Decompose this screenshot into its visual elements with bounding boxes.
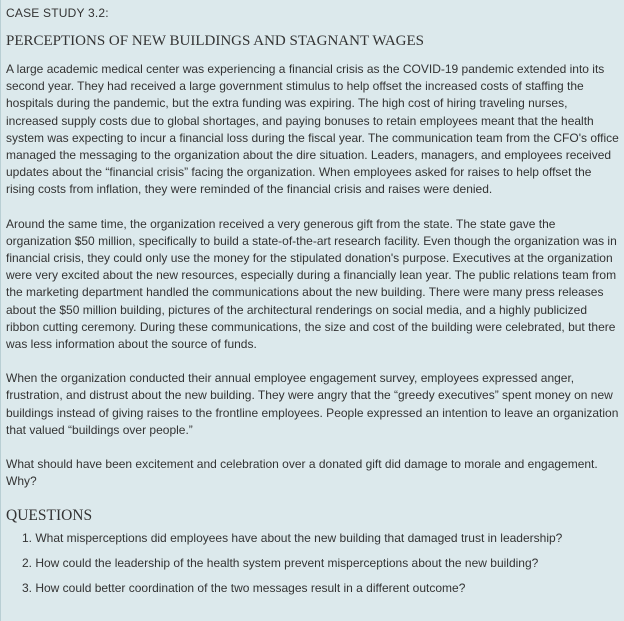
questions-list <box>6 531 620 596</box>
question-item: 3. How could better coordination of the two messages result in a different outcome? <box>22 581 466 596</box>
case-study-paragraph-2: Around the same time, the organization received a very generous gift from the state. The state gave the organization $50 million, specifically to build a state-of-the-art research facility. Even though the organization was in financial crisis, they could only use the money for the stipulated donation's purpose. Executives at the organization were very excited about the new resources, especially during a financially lean year. The public relations team from the marketing department handled the communications about the new building. There were many press releases about the $50 million building, pictures of the architectural renderings on social media, and a highly publicized ribbon cutting ceremony. During these communications, the size and cost of the building were celebrated, but there was less information about the source of funds. <box>6 216 617 352</box>
question-item: 2. How could the leadership of the health system prevent misperceptions about the new building? <box>22 556 539 571</box>
case-study-title: PERCEPTIONS OF NEW BUILDINGS AND STAGNANT WAGES <box>6 33 424 49</box>
case-study-paragraph-3: When the organization conducted their annual employee engagement survey, employees expressed anger, frustration, and distrust about the new building. They were angry that the “greedy executives” spent money on new buildings instead of giving raises to the frontline employees. People expressed an intention to leave an organization that valued “buildings over people.” <box>6 371 619 437</box>
questions-heading: QUESTIONS <box>6 507 93 525</box>
case-study-label: CASE STUDY 3.2: <box>6 6 109 20</box>
question-item: 1. What misperceptions did employees have about the new building that damaged trust in leadership? <box>22 531 563 546</box>
case-study-paragraph-4: What should have been excitement and celebration over a donated gift did damage to morale and engagement. Why? <box>6 457 598 489</box>
case-study-paragraph-1: A large academic medical center was experiencing a financial crisis as the COVID-19 pandemic extended into its second year. They had received a large government stimulus to help offset the increased costs of staffing the hospitals during the pandemic, but the extra funding was expiring. The high cost of hiring traveling nurses, increased supply costs due to global shortages, and paying bonuses to retain employees meant that the health system was expecting to incur a financial loss during the fiscal year. The communication team from the CFO's office managed the messaging to the organization about the dire situation. Leaders, managers, and employees received updates about the “financial crisis” facing the organization. When employees asked for raises to help offset the rising costs from inflation, they were reminded of the financial crisis and raises were denied. <box>6 62 619 197</box>
